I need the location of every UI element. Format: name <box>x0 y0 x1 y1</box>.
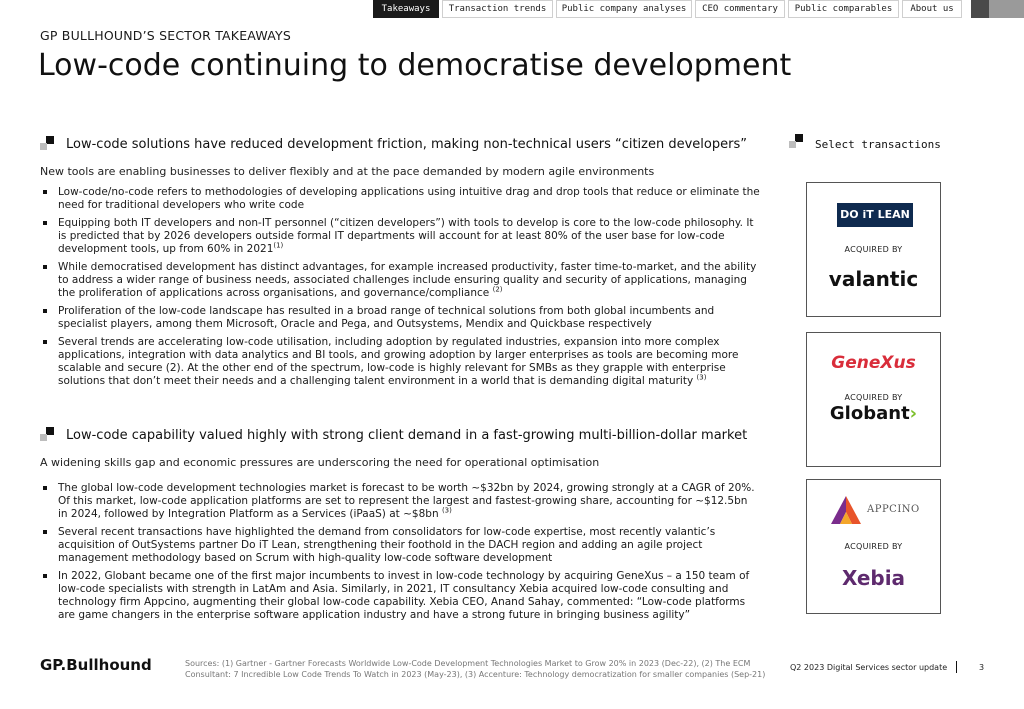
section-square-icon <box>40 136 54 150</box>
list-item: Proliferation of the low-code landscape has resulted in a broad range of technical solutions from both global incumbents and specialist players, among them Microsoft, Oracle and Pega, and Outsystems, Mendix and Quickbase respectively <box>40 305 760 331</box>
section1-subtitle: New tools are enabling businesses to deliver flexibly and at the pace demanded by modern agile environments <box>40 165 655 178</box>
globant-logo: Globant› <box>829 403 918 424</box>
list-item: While democratised development has distinct advantages, for example increased productivity, faster time-to-market, and the ability to address a wider range of business needs, associated challenges include ensuring quality and security of applications, managing the proliferation of applications across organisations, and governance/compliance $^{(2)}$ <box>40 261 760 300</box>
sidebar-square-icon <box>789 134 803 148</box>
tab-transaction-trends[interactable]: Transaction trends <box>442 0 553 18</box>
appcino-logo: APPCINO <box>829 494 924 528</box>
footer-update-label: Q2 2023 Digital Services sector update <box>790 663 948 672</box>
list-item: Equipping both IT developers and non-IT personnel (“citizen developers”) with tools to develop is core to the low-code philosophy. It is predicted that by 2026 developers outside formal IT departments will account for at least 80% of the user base for low-code development tools, up from 60% in 2021$^{(1)}$ <box>40 217 760 256</box>
list-item: In 2022, Globant became one of the first major incumbents to invest in low-code technology by acquiring GeneXus – a 150 team of low-code specialists with strength in LatAm and Asia. Similarly, in 2021, IT consultancy Xebia acquired low-code consulting and technology firm Appcino, augmenting their global low-code capability. Xebia CEO, Anand Sahay, commented: “Low-code platforms are game changers in the enterprise software application industry and have a strong future in bringing business agility” <box>40 570 760 622</box>
doit-lean-logo: DO iT LEAN <box>837 203 913 227</box>
tab-ceo-commentary[interactable]: CEO commentary <box>695 0 785 18</box>
gp-bullhound-logo: GP.Bullhound <box>40 656 152 674</box>
page-number: 3 <box>979 663 985 672</box>
valantic-logo: valantic <box>828 267 919 291</box>
section1-title: Low-code solutions have reduced development friction, making non-technical users “citizen developers” <box>66 137 747 152</box>
acquired-by-label: ACQUIRED BY <box>844 542 903 551</box>
globant-arrow-icon: › <box>909 403 918 424</box>
sidebar-title: Select transactions <box>815 138 941 151</box>
list-item: The global low-code development technologies market is forecast to be worth ~$32bn by 2024, growing strongly at a CAGR of 20%. Of this market, low-code application platforms are set to represent the largest and fastest-growing share, accounting for ~$12.5bn in 2024, followed by Integration Platform as a Services (iPaaS) at ~$8bn $^{(3)}$ <box>40 482 760 521</box>
tab-public-comparables[interactable]: Public comparables <box>788 0 899 18</box>
page-kicker: GP BULLHOUND’S SECTOR TAKEAWAYS <box>40 28 291 43</box>
deal-card <box>806 332 941 467</box>
section2-bullets <box>40 482 760 627</box>
nav-end-block-dark <box>971 0 989 18</box>
list-item: Several trends are accelerating low-code utilisation, including adoption by regulated industries, expansion into more complex applications, integration with data analytics and BI tools, and growing adoption by larger enterprises as tools are becoming more scalable and secure (2). At the other end of the spectrum, low-code is highly relevant for SMBs as they grapple with enterprise solutions that don’t meet their needs and a challenging talent environment in a world that is demanding digital maturity $^{(3)}$ <box>40 336 760 388</box>
tab-public-company-analyses[interactable]: Public company analyses <box>556 0 692 18</box>
tab-takeaways[interactable]: Takeaways <box>373 0 439 18</box>
top-nav <box>373 0 965 18</box>
acquired-by-label: ACQUIRED BY <box>844 245 903 254</box>
footer-divider <box>956 661 957 673</box>
section1-bullets <box>40 186 760 393</box>
deal-card <box>806 182 941 317</box>
tab-about-us[interactable]: About us <box>902 0 962 18</box>
nav-end-block-grey <box>989 0 1024 18</box>
acquired-by-label: ACQUIRED BY <box>844 393 903 402</box>
appcino-mark-icon <box>829 494 863 528</box>
list-item: Low-code/no-code refers to methodologies of developing applications using intuitive drag and drop tools that reduce or eliminate the need for traditional developers who write code <box>40 186 760 212</box>
page-title: Low-code continuing to democratise development <box>38 48 792 83</box>
xebia-logo: Xebia <box>841 566 906 590</box>
list-item: Several recent transactions have highlighted the demand from consolidators for low-code expertise, most recently valantic’s acquisition of OutSystems partner Do iT Lean, strengthening their foothold in the DACH region and adding an agile project management methodology based on Scrum with high-quality low-code software development <box>40 526 760 565</box>
genexus-logo: GeneXus <box>831 353 916 373</box>
footer-sources: Sources: (1) Gartner - Gartner Forecasts Worldwide Low-Code Development Technologies Market to Grow 20% in 2023 (Dec-22), (2) The ECM Consultant: 7 Incredible Low Code Trends To Watch in 2023 (May-23), (3) Accenture: Technology democratization for smaller companies (Sep-21) <box>185 659 766 679</box>
section2-subtitle: A widening skills gap and economic pressures are underscoring the need for operational optimisation <box>40 456 600 469</box>
section2-title: Low-code capability valued highly with strong client demand in a fast-growing multi-billion-dollar market <box>66 428 748 443</box>
section-square-icon <box>40 427 54 441</box>
deal-card <box>806 479 941 614</box>
